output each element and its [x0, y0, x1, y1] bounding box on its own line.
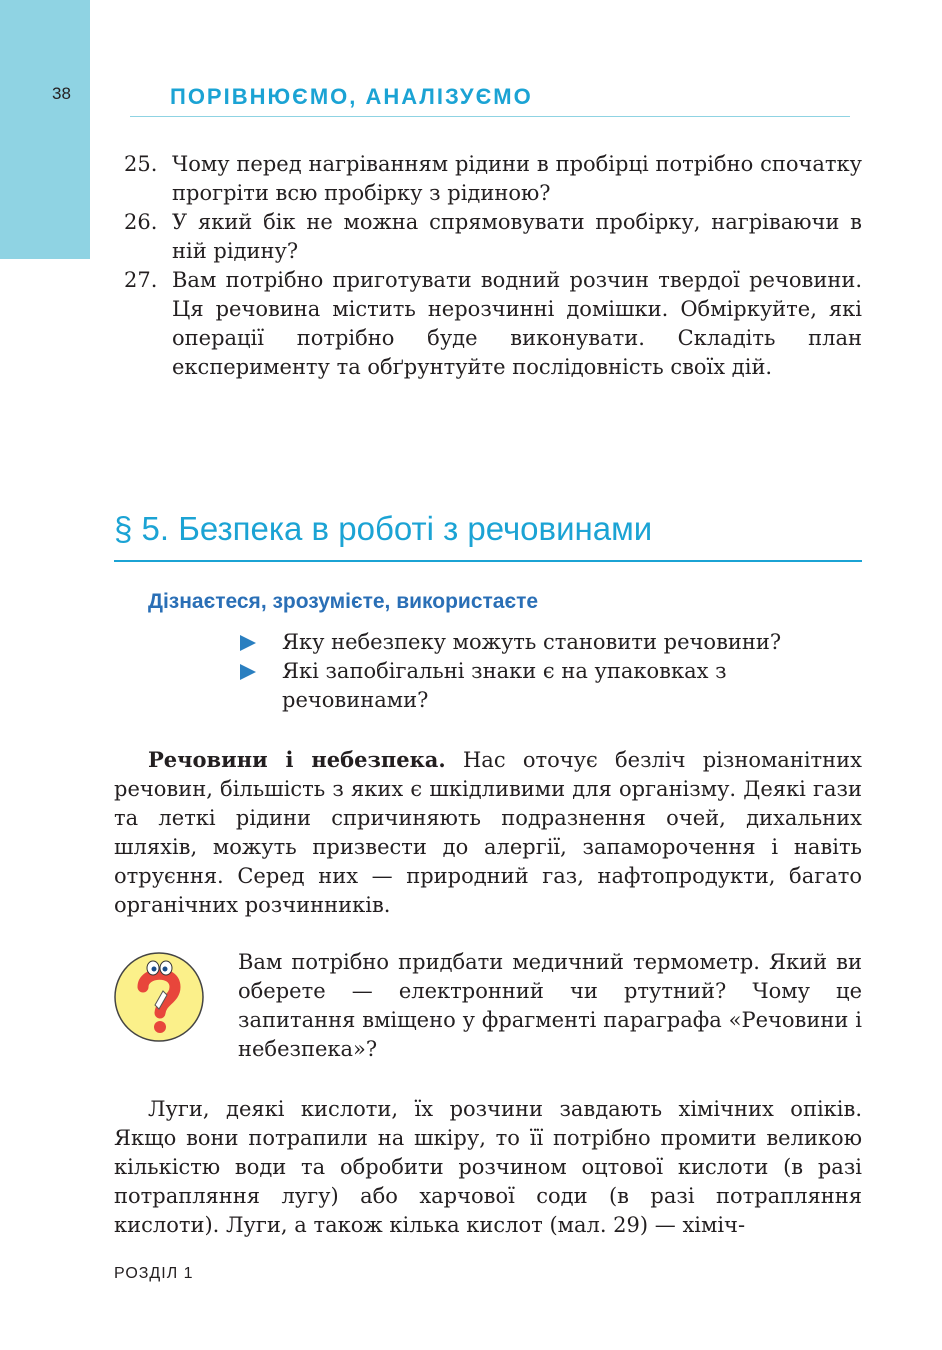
question-number: 26. [124, 210, 158, 234]
learning-goals-list [240, 628, 840, 715]
question-text: Вам потрібно приготувати водний розчин твердої речовини. Ця речовина містить нерозчинні домішки. Обміркуйте, які операції потрібно буде виконувати. Складіть план експерименту та обґрунтуйте послідовність своїх дій. [172, 268, 862, 379]
question-text: У який бік не можна спрямовувати пробірку, нагріваючи в ній рідину? [172, 210, 862, 263]
question-mark-character-icon [113, 951, 205, 1043]
section-label: ПОРІВНЮЄМО, АНАЛІЗУЄМО [170, 84, 533, 109]
list-item-text: Які запобігальні знаки є на упаковках з речовинами? [282, 659, 727, 712]
list-item-text: Яку небезпеку можуть становити речовини? [282, 630, 782, 654]
body-paragraph-burns: Луги, деякі кислоти, їх розчини завдають хімічних опіків. Якщо вони потрапили на шкіру, то її потрібно промити великою кількістю води та обробити розчином оцтової кислоти (в разі потрапляння лугу) або харчової соди (в разі потрапляння кислоти). Луги, а також кілька кислот (мал. 29) — хіміч- [114, 1097, 862, 1237]
question-item [124, 266, 862, 382]
question-item [124, 150, 862, 208]
paragraph-title: § 5. Безпека в роботі з речовинами [114, 510, 653, 547]
paragraph-lead: Речовини і небезпека. [148, 747, 446, 772]
side-color-tab [0, 0, 90, 259]
list-item [240, 657, 840, 715]
question-number: 27. [124, 268, 158, 292]
question-text: Чому перед нагріванням рідини в пробірці потрібно спочатку прогріти всю пробірку з рідиною? [172, 152, 862, 205]
body-paragraph-hazards [114, 745, 862, 920]
chapter-footer: РОЗДІЛ 1 [114, 1265, 194, 1282]
list-item [240, 628, 840, 657]
paragraph-text: Нас оточує безліч різноманітних речовин, більшість з яких є шкідливими для організму. Деякі гази та леткі рідини спричиняють подразнення очей, дихальних шляхів, можуть призвести до алергії, запаморочення і навіть отруєння. Серед них — природний газ, нафтопродукти, багато органічних розчинників. [114, 748, 862, 917]
page-number: 38 [52, 84, 71, 103]
question-number: 25. [124, 152, 158, 176]
thinking-question-text: Вам потрібно придбати медичний термометр. Який ви оберете — електронний чи ртутний? Чому це запитання вміщено у фрагменті параграфа «Речовини і небезпека»? [238, 950, 862, 1061]
triangle-arrow-icon [240, 635, 256, 651]
question-item [124, 208, 862, 266]
learning-goals-heading: Дізнаєтеся, зрозумієте, використаєте [148, 590, 539, 613]
header-divider [130, 116, 850, 117]
question-list [124, 150, 862, 382]
triangle-arrow-icon [240, 664, 256, 680]
title-underline [114, 560, 862, 562]
